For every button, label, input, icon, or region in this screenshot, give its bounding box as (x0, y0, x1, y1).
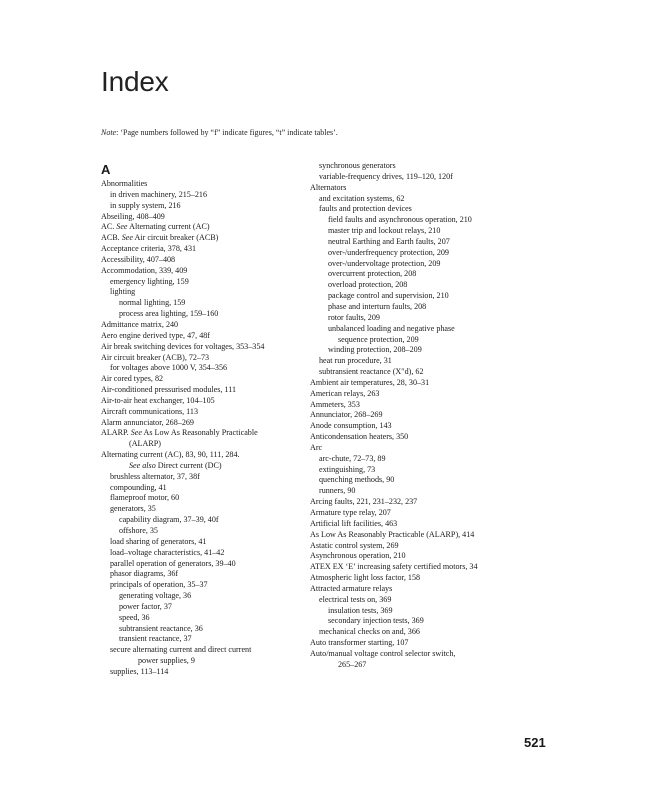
index-entry: and excitation systems, 62 (319, 193, 405, 203)
see-reference: See (121, 233, 133, 243)
index-entry: Alarm annunciator, 268–269 (101, 417, 194, 427)
index-entry: power factor, 37 (119, 601, 172, 611)
section-heading: A (101, 162, 111, 177)
index-entry: emergency lighting, 159 (110, 276, 189, 286)
index-entry: power supplies, 9 (138, 656, 195, 666)
index-entry: for voltages above 1000 V, 354–356 (110, 363, 228, 373)
index-entry: principals of operation, 35–37 (110, 580, 208, 590)
index-entry: Astatic control system, 269 (310, 540, 399, 550)
index-entry: Armature type relay, 207 (310, 508, 391, 517)
index-entry: Air break switching devices for voltages, 353–354 (101, 341, 265, 351)
index-column-left (101, 162, 316, 678)
index-entry: supplies, 113–114 (110, 666, 169, 676)
index-entry: subtransient reactance (X″d), 62 (319, 367, 424, 377)
index-entry: lighting (110, 287, 136, 297)
index-entry: process area lighting, 159–160 (119, 309, 219, 319)
index-entry: Aircraft communications, 113 (101, 406, 199, 416)
index-entry: brushless alternator, 37, 38f (110, 471, 200, 481)
index-entry: mechanical checks on and, 366 (319, 627, 420, 637)
index-entry: offshore, 35 (119, 526, 158, 535)
index-entry: secure alternating current and direct current (110, 645, 252, 655)
index-entry: secondary injection tests, 369 (328, 616, 424, 626)
index-entry: Acceptance criteria, 378, 431 (101, 244, 197, 254)
index-entry: (ALARP) (129, 439, 161, 449)
index-entry: 265–267 (338, 659, 367, 669)
index-entry: sequence protection, 209 (338, 334, 419, 344)
index-entry: electrical tests on, 369 (319, 594, 392, 604)
index-entry: Alternating current (AC), 83, 90, 111, 284. (101, 450, 240, 460)
index-entry (101, 222, 316, 233)
index-entry: quenching methods, 90 (319, 475, 395, 485)
index-entry: ATEX EX ‘E’ increasing safety certified motors, 34 (310, 562, 478, 572)
index-entry: compounding, 41 (110, 482, 167, 492)
entry-target: As Low As Reasonably Practicable (141, 428, 258, 438)
index-entry (101, 428, 316, 439)
index-entry: package control and supervision, 210 (328, 291, 449, 301)
index-note (101, 128, 338, 137)
entry-term: ACB. (101, 233, 122, 243)
index-entry: Air circuit breaker (ACB), 72–73 (101, 352, 210, 362)
index-entry: Accommodation, 339, 409 (101, 265, 188, 275)
entry-term: ALARP. (101, 428, 131, 438)
index-entry: transient reactance, 37 (119, 634, 192, 644)
index-entry: in supply system, 216 (110, 200, 181, 210)
index-entry: parallel operation of generators, 39–40 (110, 558, 236, 568)
index-entry (101, 461, 316, 472)
index-entry: overcurrent protection, 208 (328, 269, 417, 279)
page-number: 521 (524, 735, 546, 750)
index-entry: Atmospheric light loss factor, 158 (310, 573, 421, 583)
index-entry: field faults and asynchronous operation, 210 (328, 215, 472, 225)
index-entry: in driven machinery, 215–216 (110, 189, 208, 199)
index-entry: phasor diagrams, 36f (110, 569, 179, 579)
index-column-right (310, 161, 555, 671)
index-entry: Arcing faults, 221, 231–232, 237 (310, 497, 418, 507)
index-entry: Air-conditioned pressurised modules, 111 (101, 385, 237, 395)
index-entry: over-/underfrequency protection, 209 (328, 247, 449, 257)
index-entry: extinguishing, 73 (319, 464, 376, 474)
index-entry: speed, 36 (119, 612, 150, 622)
index-entry: Abnormalities (101, 179, 148, 188)
index-entry: Auto/manual voltage control selector switch, (310, 648, 456, 658)
index-entry: Ambient air temperatures, 28, 30–31 (310, 377, 430, 387)
left-entries (101, 179, 316, 678)
index-entry: Anticondensation heaters, 350 (310, 432, 409, 442)
entry-term: AC. (101, 222, 117, 232)
index-entry: Air cored types, 82 (101, 374, 164, 384)
index-entry: normal lighting, 159 (119, 298, 186, 308)
index-entry: insulation tests, 369 (328, 605, 393, 615)
entry-target: Air circuit breaker (ACB) (132, 233, 219, 243)
entry-target: Alternating current (AC) (127, 222, 210, 232)
index-entry: master trip and lockout relays, 210 (328, 226, 441, 236)
index-entry: capability diagram, 37–39, 40f (119, 515, 219, 525)
index-entry: synchronous generators (319, 161, 396, 170)
index-entry (101, 233, 316, 244)
entry-target: Direct current (DC) (155, 460, 222, 470)
index-entry: generators, 35 (110, 504, 156, 514)
index-entry: unbalanced loading and negative phase (328, 323, 455, 333)
index-entry: Air-to-air heat exchanger, 104–105 (101, 395, 215, 405)
index-entry: As Low As Reasonably Practicable (ALARP), 414 (310, 529, 475, 539)
index-entry: winding protection, 208–209 (328, 345, 422, 355)
index-entry: subtransient reactance, 36 (119, 623, 203, 633)
note-text: : ‘Page numbers followed by “f” indicate figures, “t” indicate tables’. (116, 128, 338, 137)
index-entry: Asynchronous operation, 210 (310, 551, 406, 561)
index-entry: overload protection, 208 (328, 280, 408, 290)
index-entry: load–voltage characteristics, 41–42 (110, 547, 225, 557)
index-entry: runners, 90 (319, 486, 356, 496)
index-entry: rotor faults, 209 (328, 312, 380, 322)
index-entry: Alternators (310, 182, 347, 192)
index-entry: Ammeters, 353 (310, 399, 360, 409)
index-entry: Aero engine derived type, 47, 48f (101, 330, 211, 340)
index-entry: Abseiling, 408–409 (101, 211, 165, 221)
index-entry: variable-frequency drives, 119–120, 120f (319, 171, 453, 181)
right-entries (310, 161, 555, 671)
index-entry: arc-chute, 72–73, 89 (319, 453, 386, 463)
index-entry: Anode consumption, 143 (310, 421, 392, 431)
index-entry: Arc (310, 442, 323, 452)
see-reference: See also (129, 460, 156, 470)
index-entry: over-/undervoltage protection, 209 (328, 258, 441, 268)
index-entry: Attracted armature relays (310, 583, 393, 593)
index-entry: phase and interturn faults, 208 (328, 301, 427, 311)
index-entry: heat run procedure, 31 (319, 356, 392, 366)
note-label: Note (101, 128, 117, 137)
index-entry: generating voltage, 36 (119, 591, 192, 601)
index-entry: Auto transformer starting, 107 (310, 638, 409, 648)
index-entry: Admittance matrix, 240 (101, 319, 179, 329)
index-entry: Artificial lift facilities, 463 (310, 518, 398, 528)
index-entry: American relays, 263 (310, 388, 380, 398)
see-reference: See (130, 428, 142, 438)
see-reference: See (116, 222, 128, 232)
index-entry: Accessibility, 407–408 (101, 254, 176, 264)
index-entry: flameproof motor, 60 (110, 493, 180, 503)
page-title: Index (101, 66, 169, 97)
index-entry: load sharing of generators, 41 (110, 536, 207, 546)
index-entry: neutral Earthing and Earth faults, 207 (328, 236, 450, 246)
index-entry: faults and protection devices (319, 204, 412, 214)
index-entry: Annunciator, 268–269 (310, 410, 383, 420)
